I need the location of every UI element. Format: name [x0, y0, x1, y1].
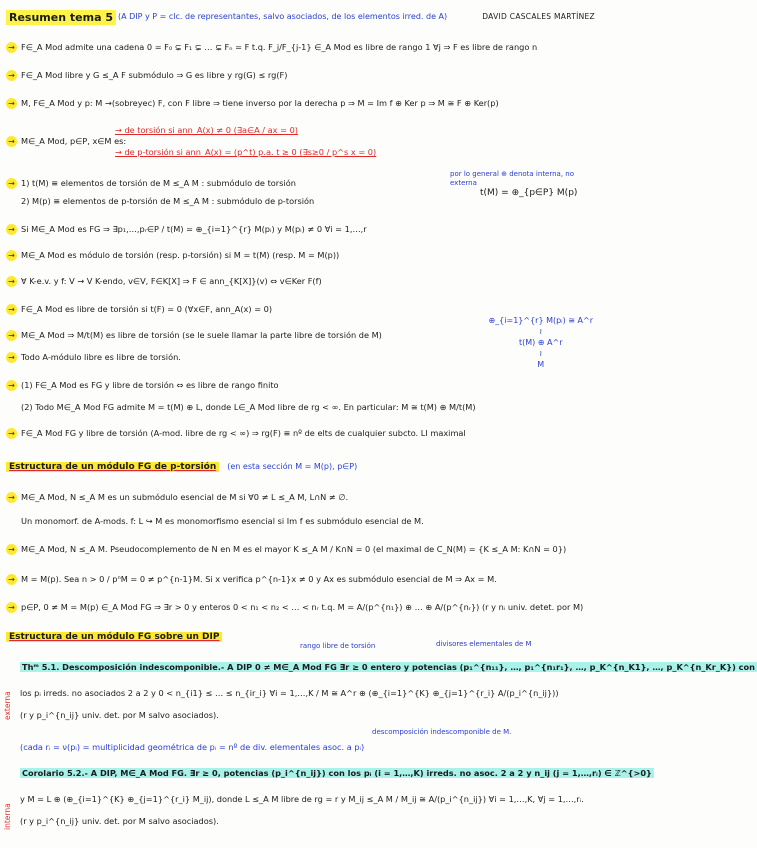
arrow-bullet-icon: →: [6, 492, 17, 503]
list-item: → Si M∈_A Mod es FG ⇒ ∃p₁,…,pᵣ∈P / t(M) = ⊕_{i=1}^{r} M(pᵢ) y M(pᵢ) ≠ 0 ∀i = 1,…,r: [6, 224, 593, 235]
list-subitem: Un monomorf. de A-mods. f: L ↪ M es monomorfismo esencial si Im f es submódulo esencial de M.: [21, 516, 424, 526]
arrow-bullet-icon: →: [6, 136, 17, 147]
arrow-bullet-icon: →: [6, 178, 17, 189]
corollary-line: Corolario 5.2.- A DIP, M∈_A Mod FG. ∃r ≥ 0, potencias (p_i^{n_ij}) con los pᵢ (i = 1,…,K) irreds. no asoc. 2 a 2 y n_ij (j = 1,…,rᵢ) ∈ ℤ^{>0}: [22, 768, 652, 778]
list-item: → M∈_A Mod, N ≤_A M. Pseudocomplemento de N en M es el mayor K ≤_A M / K∩N = 0 (el maximal de C_N(M) = {K ≤_A M: K∩N = 0}): [6, 544, 593, 555]
theorem-line: (r y p_i^{n_ij} univ. det. por M salvo asociados).: [20, 710, 219, 720]
arrow-bullet-icon: →: [6, 276, 17, 287]
arrow-bullet-icon: →: [6, 330, 17, 341]
list-item: → M∈_A Mod ⇒ M/t(M) es libre de torsión (se le suele llamar la parte libre de torsión de M): [6, 330, 511, 341]
arrow-bullet-icon: →: [6, 352, 17, 363]
arrow-bullet-icon: →: [6, 224, 17, 235]
list-item: → p∈P, 0 ≠ M = M(p) ∈_A Mod FG ⇒ ∃r > 0 y enteros 0 < n₁ < n₂ < … < nᵣ t.q. M = A/(p^{n₁}) ⊕ … ⊕ A/(p^{nᵣ}) (r y nᵢ univ. detet. por M): [6, 602, 593, 613]
list-item: → F∈_A Mod libre y G ≤_A F submódulo ⇒ G es libre y rg(G) ≤ rg(F): [6, 70, 593, 81]
header: [6, 8, 595, 34]
section-heading: Estructura de un módulo FG de p-torsión (en esta sección M = M(p), p∈P): [6, 462, 357, 472]
page-title: Resumen tema 5: [6, 10, 116, 25]
list-subitem: 2) M(p) ≡ elementos de p-torsión de M ≤_A M : submódulo de p-torsión: [21, 196, 315, 206]
section-heading: Estructura de un módulo FG sobre un DIP: [6, 632, 222, 642]
list-item: → M = M(p). Sea n > 0 / pⁿM = 0 ≠ p^{n-1}M. Si x verifica p^{n-1}x ≠ 0 y Ax es submódulo esencial de M ⇒ Ax = M.: [6, 574, 593, 585]
corollary-line: (r y p_i^{n_ij} univ. det. por M salvo asociados).: [20, 816, 219, 826]
list-item: → M∈_A Mod, p∈P, x∈M es:: [6, 136, 593, 147]
arrow-bullet-icon: →: [6, 574, 17, 585]
author-name: DAVID CASCALES MARTÍNEZ: [482, 12, 595, 21]
list-item: → F∈_A Mod admite una cadena 0 = F₀ ⊊ F₁ ⊊ … ⊊ Fₙ = F t.q. F_j/F_{j-1} ∈_A Mod es libre de rango 1 ∀j ⇒ F es libre de rango n: [6, 42, 593, 53]
list-item: → F∈_A Mod FG y libre de torsión (A-mod. libre de rg < ∞) ⇒ rg(F) ≡ nº de elts de cualquier subcto. LI maximal: [6, 428, 593, 439]
list-item: → Todo A-módulo libre es libre de torsión.: [6, 352, 511, 363]
arrow-bullet-icon: →: [6, 428, 17, 439]
list-subitem: → de torsión si ann_A(x) ≠ 0 (∃a∈A / ax = 0): [115, 125, 298, 135]
arrow-bullet-icon: →: [6, 304, 17, 315]
free-rank-annotation: rango libre de torsión: [300, 642, 376, 650]
arrow-bullet-icon: →: [6, 380, 17, 391]
arrow-bullet-icon: →: [6, 70, 17, 81]
general-sum-note: por lo general ⊕ denota interna, no externa: [450, 170, 575, 187]
externa-label: externa: [3, 691, 12, 720]
page-subtitle: (A DIP y P = clc. de representantes, salvo asociados, de los elementos irred. de A): [118, 12, 448, 21]
torsion-decomposition: t(M) = ⊕_{p∈P} M(p): [480, 188, 578, 198]
arrow-bullet-icon: →: [6, 98, 17, 109]
list-subitem: (2) Todo M∈_A Mod FG admite M = t(M) ⊕ L, donde L∈_A Mod libre de rg < ∞. En particular: M ≅ t(M) ⊕ M/t(M): [21, 402, 476, 412]
list-item: → M∈_A Mod, N ≤_A M es un submódulo esencial de M si ∀0 ≠ L ≤_A M, L∩N ≠ ∅.: [6, 492, 593, 503]
side-formula: ⊕_{i=1}^{r} M(pᵢ) ≅ A^r ≀ t(M) ⊕ A^r ≀ M: [488, 316, 593, 369]
elementary-divisors-annotation: divisores elementales de M: [436, 640, 532, 648]
list-item: → 1) t(M) ≡ elementos de torsión de M ≤_A M : submódulo de torsión: [6, 178, 421, 189]
arrow-bullet-icon: →: [6, 602, 17, 613]
list-item: → ∀ K-e.v. y f: V → V K-endo, v∈V, F∈K[X] ⇒ F ∈ ann_{K[X]}(v) ⇔ v∈Ker F(f): [6, 276, 593, 287]
list-item: → (1) F∈_A Mod es FG y libre de torsión ⇔ es libre de rango finito: [6, 380, 593, 391]
list-item: → M, F∈_A Mod y p: M →(sobreyec) F, con F libre ⇒ tiene inverso por la derecha p ⇒ M = Im f ⊕ Ker p ⇒ M ≅ F ⊕ Ker(p): [6, 98, 593, 109]
theorem-line: los pᵢ irreds. no asociados 2 a 2 y 0 < n_{i1} ≤ … ≤ n_{ir_i} ∀i = 1,…,K / M ≅ A^r ⊕ (⊕_{i=1}^{K} ⊕_{j=1}^{r_i} A/(p_i^{n_ij})): [20, 688, 559, 698]
theorem-line: (cada rᵢ = ν(pᵢ) = multiplicidad geométrica de pᵢ = nº de div. elementales asoc. a pᵢ): [20, 742, 365, 752]
list-item: → F∈_A Mod es libre de torsión si t(F) = 0 (∀x∈F, ann_A(x) = 0): [6, 304, 511, 315]
list-item: → M∈_A Mod es módulo de torsión (resp. p-torsión) si M = t(M) (resp. M = M(p)): [6, 250, 593, 261]
list-subitem: → de p-torsión si ann_A(x) = (p^t) p.a. t ≥ 0 (∃s≥0 / p^s x = 0): [115, 147, 377, 157]
arrow-bullet-icon: →: [6, 250, 17, 261]
arrow-bullet-icon: →: [6, 544, 17, 555]
theorem-line: Thᵐ 5.1. Descomposición indescomponible.- A DIP 0 ≠ M∈_A Mod FG ∃r ≥ 0 entero y potencias (p₁^{n₁₁}, …, p₁^{n₁r₁}, …, p_K^{n_K1}, …, p_K^{n_Kr_K}) con: [22, 662, 755, 672]
arrow-bullet-icon: →: [6, 42, 17, 53]
indecomposable-annotation: descomposición indescomponible de M.: [372, 728, 512, 736]
interna-label: interna: [3, 803, 12, 830]
corollary-line: y M = L ⊕ (⊕_{i=1}^{K} ⊕_{j=1}^{r_i} M_ij), donde L ≤_A M libre de rg = r y M_ij ≤_A M / M_ij ≅ A/(p_i^{n_ij}) ∀i = 1,…,K, ∀j = 1,…,rᵢ.: [20, 794, 584, 804]
